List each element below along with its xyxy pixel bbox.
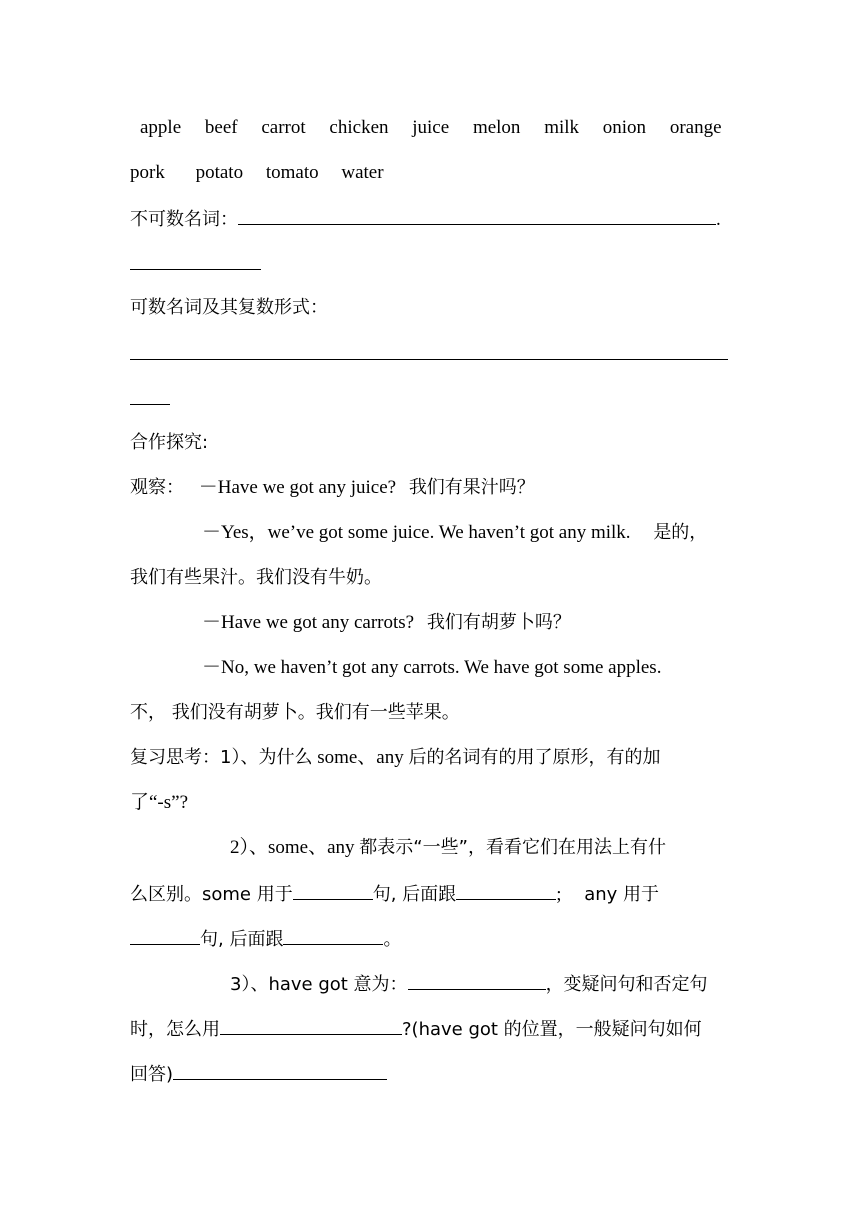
review-label: 复习思考：: [130, 747, 220, 768]
vocab-word: carrot: [261, 117, 306, 138]
dialog-a1-en: －Yes，we’ve got some juice. We haven’t got any milk.: [202, 522, 631, 543]
vocab-word: water: [341, 162, 384, 183]
review-q2-h: 。: [383, 929, 402, 950]
review-q2-d: 句, 后面跟: [372, 884, 457, 905]
observe-line-1: [130, 476, 535, 500]
answer-blank[interactable]: [283, 926, 383, 945]
review-q2-b: 都表示“一些”，看看它们在用法上有什: [359, 837, 666, 858]
review-q1-b: some、any: [317, 747, 404, 768]
dialog-a2-en: －No, we haven’t got any carrots. We have got some apples.: [202, 657, 662, 678]
answer-blank[interactable]: [456, 881, 556, 900]
answer-blank[interactable]: [408, 971, 546, 990]
dialog-a2-cn: 不， 我们没有胡萝卜。我们有一些苹果。: [130, 702, 460, 723]
dialog-q1-en: －Have we got any juice?: [198, 477, 397, 498]
vocab-word: juice: [412, 117, 450, 138]
answer-blank[interactable]: [293, 881, 373, 900]
review-q3-b: ，变疑问句和否定句: [545, 974, 708, 995]
review-q3-e: 回答): [130, 1064, 174, 1085]
review-q3-line-2: [130, 1016, 702, 1042]
review-q1-a: 1）、为什么: [220, 747, 313, 768]
countable-blank-continuation: [130, 386, 170, 412]
review-q2-a: 2）、some、any: [230, 837, 355, 858]
review-q2-g: 句, 后面跟: [200, 929, 284, 950]
vocab-word: melon: [472, 117, 521, 138]
vocab-row-1: [140, 116, 722, 140]
dialog-a1-line: [202, 521, 707, 545]
vocab-word: orange: [669, 117, 722, 138]
review-q1-line-1: [130, 746, 661, 770]
review-q2-e: ;: [556, 884, 562, 905]
vocab-word: milk: [544, 117, 580, 138]
uncountable-line: [130, 206, 721, 232]
review-q3-a: 3）、have got 意为：: [230, 974, 408, 995]
vocab-word: onion: [602, 117, 647, 138]
review-q2-f: any 用于: [584, 884, 660, 905]
review-q2-line-3: [130, 926, 401, 952]
answer-blank[interactable]: [173, 1061, 387, 1080]
answer-blank[interactable]: [130, 926, 200, 945]
answer-blank[interactable]: [130, 386, 170, 405]
answer-blank[interactable]: [130, 341, 728, 360]
vocab-word: pork: [130, 162, 165, 183]
vocab-word: potato: [195, 162, 244, 183]
dialog-q1-cn: 我们有果汁吗？: [408, 477, 535, 498]
vocab-word: apple: [140, 117, 182, 138]
review-q3-line-1: [230, 971, 708, 997]
vocab-word: chicken: [329, 117, 389, 138]
vocab-word: beef: [204, 117, 238, 138]
dialog-q2-en: －Have we got any carrots?: [202, 612, 415, 633]
countable-blank-line: [130, 341, 728, 367]
review-q2-c: 么区别。some 用于: [130, 884, 293, 905]
cooperate-title: 合作探究:: [130, 432, 209, 453]
review-q1-c: 后的名词有的用了原形，有的加: [408, 747, 661, 768]
countable-label: 可数名词及其复数形式：: [130, 297, 328, 318]
review-q2-line-1: [230, 836, 666, 860]
answer-blank[interactable]: [220, 1016, 402, 1035]
dialog-a1-cn-a: 是的，: [653, 522, 708, 543]
answer-blank[interactable]: [130, 251, 261, 270]
dialog-q2-cn: 我们有胡萝卜吗？: [426, 612, 571, 633]
review-q2-line-2: [130, 881, 659, 907]
uncountable-end-mark: .: [716, 209, 721, 230]
uncountable-continuation: [130, 251, 261, 277]
dialog-q2-line: [202, 611, 571, 635]
review-q1-d: 了“-s”?: [130, 792, 189, 813]
review-q3-d: ?(have got 的位置，一般疑问句如何: [402, 1019, 702, 1040]
uncountable-label: 不可数名词：: [130, 209, 238, 230]
observe-label: 观察：: [130, 477, 184, 498]
vocab-row-2: [130, 161, 384, 185]
dialog-a1-cn-b: 我们有些果汁。我们没有牛奶。: [130, 567, 382, 588]
review-q3-c: 时，怎么用: [130, 1019, 220, 1040]
answer-blank[interactable]: [238, 206, 716, 225]
review-q3-line-3: [130, 1061, 387, 1087]
vocab-word: tomato: [265, 162, 319, 183]
